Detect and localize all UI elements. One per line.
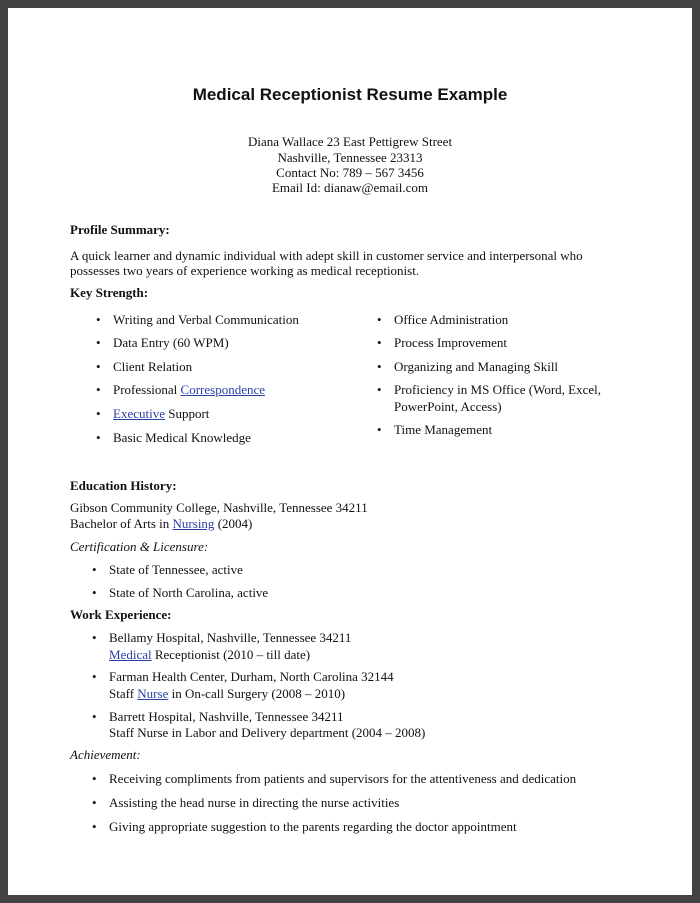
- bullet-icon: •: [92, 669, 97, 684]
- bullet-icon: •: [96, 335, 101, 350]
- strength-item: Data Entry (60 WPM): [113, 335, 229, 350]
- bullet-icon: •: [92, 630, 97, 645]
- bullet-icon: •: [96, 312, 101, 327]
- bullet-icon: •: [92, 795, 97, 810]
- strength-item: Basic Medical Knowledge: [113, 430, 251, 445]
- bullet-icon: •: [92, 562, 97, 577]
- contact-email: Email Id: dianaw@email.com: [271, 180, 428, 195]
- profile-line-2: possesses two years of experience working as medical receptionist.: [70, 263, 420, 278]
- degree-text: Bachelor of Arts in: [70, 516, 173, 531]
- work-heading: Work Experience:: [70, 607, 172, 622]
- bullet-icon: •: [377, 312, 382, 327]
- nurse-link[interactable]: Nurse: [137, 686, 169, 701]
- achievement-heading: Achievement:: [70, 747, 141, 762]
- profile-heading: Profile Summary:: [70, 222, 170, 237]
- contact-phone: Contact No: 789 – 567 3456: [276, 165, 424, 180]
- education-degree: [70, 516, 252, 532]
- job-title: Staff Nurse in Labor and Delivery department (2004 – 2008): [109, 725, 426, 740]
- achievement-item: Assisting the head nurse in directing the nurse activities: [109, 795, 400, 810]
- bullet-icon: •: [96, 382, 101, 397]
- bullet-icon: •: [377, 422, 382, 437]
- bullet-icon: •: [377, 382, 382, 397]
- executive-link[interactable]: Executive: [113, 406, 165, 421]
- achievement-item: Giving appropriate suggestion to the parents regarding the doctor appointment: [109, 819, 517, 834]
- certification-heading: Certification & Licensure:: [70, 539, 209, 554]
- bullet-icon: •: [377, 335, 382, 350]
- strength-item: Client Relation: [113, 359, 193, 374]
- education-school: Gibson Community College, Nashville, Tennessee 34211: [70, 500, 368, 515]
- strength-item: Writing and Verbal Communication: [113, 312, 299, 327]
- degree-year: (2004): [214, 516, 253, 531]
- key-strength-heading: Key Strength:: [70, 285, 149, 300]
- job-title: [109, 686, 345, 702]
- correspondence-link[interactable]: Correspondence: [180, 382, 265, 397]
- bullet-icon: •: [96, 406, 101, 421]
- bullet-icon: •: [92, 585, 97, 600]
- strength-item-continuation: PowerPoint, Access): [394, 399, 502, 414]
- bullet-icon: •: [92, 709, 97, 724]
- medical-link[interactable]: Medical: [109, 647, 152, 662]
- strength-item: [113, 382, 265, 398]
- job-title-text: in On-call Surgery (2008 – 2010): [168, 686, 346, 701]
- resume-page: [8, 8, 692, 895]
- bullet-icon: •: [96, 430, 101, 445]
- certification-item: State of Tennessee, active: [109, 562, 243, 577]
- bullet-icon: •: [92, 819, 97, 834]
- strength-item: [113, 406, 209, 422]
- job-title: [109, 647, 310, 663]
- education-heading: Education History:: [70, 478, 177, 493]
- strength-item: Office Administration: [394, 312, 509, 327]
- bullet-icon: •: [377, 359, 382, 374]
- bullet-icon: •: [96, 359, 101, 374]
- contact-name-address: Diana Wallace 23 East Pettigrew Street: [247, 134, 453, 149]
- strength-item-text: Professional: [113, 382, 181, 397]
- job-employer: Farman Health Center, Durham, North Carolina 32144: [109, 669, 394, 684]
- nursing-link[interactable]: Nursing: [172, 516, 215, 531]
- strength-item: Proficiency in MS Office (Word, Excel,: [394, 382, 602, 397]
- profile-line-1: A quick learner and dynamic individual with adept skill in customer service and interpersonal who: [70, 248, 583, 263]
- strength-item: Time Management: [394, 422, 493, 437]
- job-employer: Barrett Hospital, Nashville, Tennessee 34211: [109, 709, 344, 724]
- achievement-item: Receiving compliments from patients and supervisors for the attentiveness and dedication: [109, 771, 577, 786]
- contact-city: Nashville, Tennessee 23313: [277, 150, 423, 165]
- page-title: Medical Receptionist Resume Example: [192, 85, 508, 104]
- strength-item-text: Support: [164, 406, 210, 421]
- certification-item: State of North Carolina, active: [109, 585, 269, 600]
- job-title-text: Staff: [109, 686, 138, 701]
- bullet-icon: •: [92, 771, 97, 786]
- job-title-text: Receptionist (2010 – till date): [151, 647, 311, 662]
- strength-item: Organizing and Managing Skill: [394, 359, 559, 374]
- job-employer: Bellamy Hospital, Nashville, Tennessee 34211: [109, 630, 352, 645]
- strength-item: Process Improvement: [394, 335, 508, 350]
